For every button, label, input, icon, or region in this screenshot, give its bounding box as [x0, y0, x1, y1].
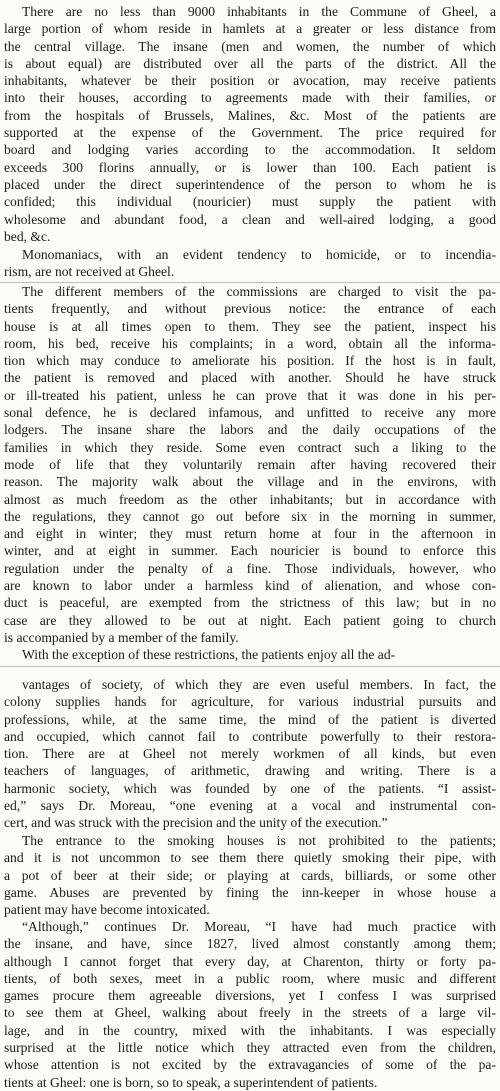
text-line: the insane, and have, since 1827, lived almost constantly among them;	[4, 936, 496, 952]
text-line: from the hospitals of Brussels, Malines, &c. Most of the patients are	[4, 107, 496, 123]
text-line: vantages of society, of which they are even useful members. In fact, the	[22, 677, 496, 692]
text-line: case are they allowed to be out at night. Each patient going to church	[4, 612, 496, 628]
text-line: patient may have become intoxicated.	[4, 902, 210, 918]
text-line: a pot of beer at their side; or playing at cards, billiards, or some other	[4, 867, 496, 883]
text-line: tients at Gheel: one is born, so to speak, a superintendent of patients.	[4, 1074, 378, 1090]
paragraph-monomaniacs	[4, 246, 496, 281]
text-line: rism, are not received at Gheel.	[4, 264, 175, 280]
text-line: sonal defence, he is declared infamous, and unfitted to receive any more	[4, 405, 496, 421]
text-line: With the exception of these restrictions, the patients enjoy all the ad-	[22, 647, 396, 662]
text-line: duct is peaceful, are exempted from the strictness of this law; but in no	[4, 595, 496, 611]
text-line: There are no less than 9000 inhabitants in the Commune of Gheel, a	[22, 4, 496, 19]
text-line: “Although,” continues Dr. Moreau, “I have had much practice with	[22, 919, 496, 934]
text-line: families in which they reside. Some even contract such a liking to the	[4, 439, 496, 455]
text-line: inhabitants, whatever be their position or avocation, may receive patients	[4, 73, 496, 89]
text-line: The entrance to the smoking houses is not prohibited to the patients;	[22, 833, 496, 848]
paragraph-dr-moreau-quote	[4, 918, 496, 1091]
text-line: wholesome and abundant food, a clean and well-aired lodging, a good	[4, 211, 496, 227]
text-line: or ill-treated his patient, unless he can prove that it was done in his per-	[4, 387, 496, 403]
text-line: harmonic society, which was founded by one of the patients. “I assist-	[4, 780, 496, 796]
text-line: tion. There are at Gheel not merely workmen of all kinds, but even	[4, 746, 496, 762]
paragraph-smoking-houses	[4, 832, 496, 918]
text-line: lodgers. The insane share the labors and the daily occupations of the	[4, 422, 496, 438]
text-line: mode of life that they voluntarily remain after having recovered their	[4, 456, 496, 472]
text-line: teachers of languages, of arithmetic, drawing and writing. There is a	[4, 763, 496, 779]
text-line: professions, while, at the same time, the mind of the patient is diverted	[4, 711, 496, 727]
text-line: although I cannot forget that every day, at Charenton, thirty or forty pa-	[4, 953, 496, 969]
text-line: supported at the expense of the Government. The price required for	[4, 125, 496, 141]
text-line: bed, &c.	[4, 228, 51, 244]
text-line: house is at all times open to them. They see the patient, inspect his	[4, 318, 496, 334]
text-line: into their houses, according to agreements made with their families, or	[4, 90, 496, 106]
text-line: game. Abuses are prevented by fining the inn-keeper in whose house a	[4, 884, 496, 900]
text-line: and it is not uncommon to see them there quietly smoking their pipe, with	[4, 850, 496, 866]
text-line: confided; this individual (nouricier) must supply the patient with	[4, 194, 496, 210]
text-line: reason. The majority walk about the village and in the environs, with	[4, 474, 496, 490]
paragraph-advantages-of-society	[4, 676, 496, 832]
text-line: whose attention is not excited by the extravagancies of some of the pa-	[4, 1057, 496, 1073]
text-line: games procure them agreeable diversions, yet I confess I was surprised	[4, 988, 496, 1004]
text-line: is accompanied by a member of the family.	[4, 629, 239, 645]
text-line: colony supplies hands for agriculture, for various industrial pursuits and	[4, 694, 496, 710]
text-line: room, his bed, receive his complaints; in a word, obtain all the informa-	[4, 335, 496, 351]
text-line: large portion of whom reside in hamlets at a greater or less distance from	[4, 21, 496, 37]
text-line: The different members of the commissions are charged to visit the pa-	[22, 284, 496, 299]
text-line: the patient is removed and placed with another. Should he have struck	[4, 370, 496, 386]
text-line: and eight in winter; they must return home at four in the afternoon in	[4, 526, 496, 542]
text-line: surprised at the little notice which they attracted even from the children,	[4, 1040, 496, 1056]
text-line: tion which may conduce to ameliorate his position. If the host is in fault,	[4, 353, 496, 369]
text-line: ed,” says Dr. Moreau, “one evening at a vocal and instrumental con-	[4, 798, 496, 814]
scan-seam-divider	[0, 666, 500, 667]
text-line: exceeds 300 florins annually, or is lower than 100. Each patient is	[4, 159, 496, 175]
text-line: is about equal) are distributed over all the parts of the district. All the	[4, 55, 496, 71]
text-line: regulation under the penalty of a fine. Those individuals, however, who	[4, 560, 496, 576]
text-line: board and lodging varies according to the accommodation. It seldom	[4, 142, 496, 158]
paragraph-commune-of-gheel	[4, 3, 496, 245]
text-line: to see them at Gheel, walking about freely in the streets of a large vil-	[4, 1005, 496, 1021]
text-line: the central village. The insane (men and women, the number of which	[4, 38, 496, 54]
text-line: almost as much freedom as the other inhabitants; but in accordance with	[4, 491, 496, 507]
paragraph-commissions	[4, 283, 496, 646]
text-line: tients frequently, and without previous notice: the entrance of each	[4, 301, 496, 317]
text-line: winter, and at eight in summer. Each nouricier is bound to enforce this	[4, 543, 496, 559]
text-line: placed under the direct superintendence of the person to whom he is	[4, 176, 496, 192]
text-line: and occupied, which cannot fail to contribute powerfully to their restora-	[4, 728, 496, 744]
text-line: Monomaniacs, with an evident tendency to homicide, or to incendia-	[22, 247, 496, 262]
text-line: are known to labor under a harmless kind of alienation, and whose con-	[4, 578, 496, 594]
text-line: lage, and in the country, mixed with the inhabitants. I was especially	[4, 1022, 496, 1038]
paragraph-exception	[4, 646, 496, 663]
text-line: the regulations, they cannot go out before six in the morning in summer,	[4, 508, 496, 524]
text-line: cert, and was struck with the precision and the unity of the execution.”	[4, 815, 388, 831]
text-line: tients, of both sexes, meet in a public room, where music and different	[4, 970, 496, 986]
